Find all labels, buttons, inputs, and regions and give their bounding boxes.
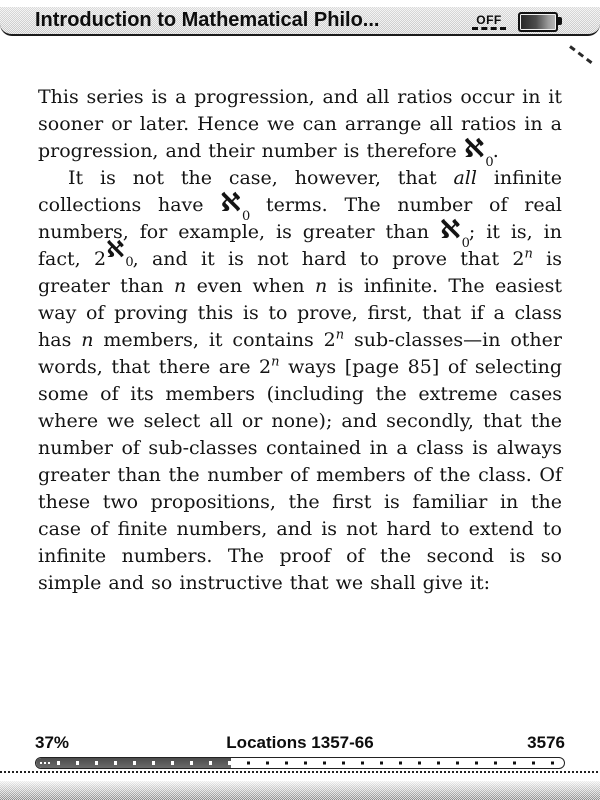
wireless-off-label: OFF [476, 13, 502, 27]
progress-bar [35, 757, 565, 769]
battery-icon [518, 12, 558, 32]
wireless-off-indicator [472, 15, 506, 30]
progress-start-dots [40, 762, 42, 764]
battery-tip [558, 17, 562, 25]
locations-label: Locations 1357-66 [226, 733, 374, 752]
wireless-off-dashes [472, 27, 506, 30]
page-text [38, 84, 562, 597]
header-bar [0, 7, 600, 36]
paragraph: It is not the case, however, that all infinite collections have ℵ$_0$ terms. The number of real numbers, for example, is greater than ℵ$_0$; it is, in fact, 2ℵ$_0$, and it is not hard to prove that 2$^n$ is greater than n even when n is infinite. The easiest way of proving this is to prove, first, that if a class has n members, it contains 2$^n$ sub-classes—in other words, that there are 2$^n$ ways [page 85] of selecting some of its members (including the extreme cases where we select all or none); and secondly, that the number of sub-classes contained in a class is always greater than the number of members of the class. Of these two propositions, the first is familiar in the case of finite numbers, and is not hard to extend to infinite numbers. The proof of the second is so simple and so instructive that we shall give it: [38, 167, 563, 594]
footer-status-bar [35, 733, 565, 753]
aleph-null-symbol: ℵ$_0$ [220, 188, 251, 224]
device-bezel-edge [0, 781, 600, 800]
paragraph: This series is a progression, and all ratios occur in it sooner or later. Hence we can arrange all ratios in a progression, and their number is therefore ℵ$_0$. [38, 86, 562, 170]
aleph-null-symbol: ℵ$_0$ [439, 215, 470, 251]
total-locations: 3576 [527, 733, 565, 752]
screen-scratch-mark [569, 45, 592, 64]
aleph-null-symbol: ℵ$_0$ [463, 134, 494, 170]
progress-fill [36, 758, 231, 768]
header-status-area [472, 7, 558, 36]
footer-divider-line [0, 771, 600, 773]
progress-percent: 37% [35, 733, 70, 752]
aleph-null-symbol: ℵ$_0$ [106, 237, 134, 270]
book-title: Introduction to Mathematical Philo... [35, 9, 380, 31]
